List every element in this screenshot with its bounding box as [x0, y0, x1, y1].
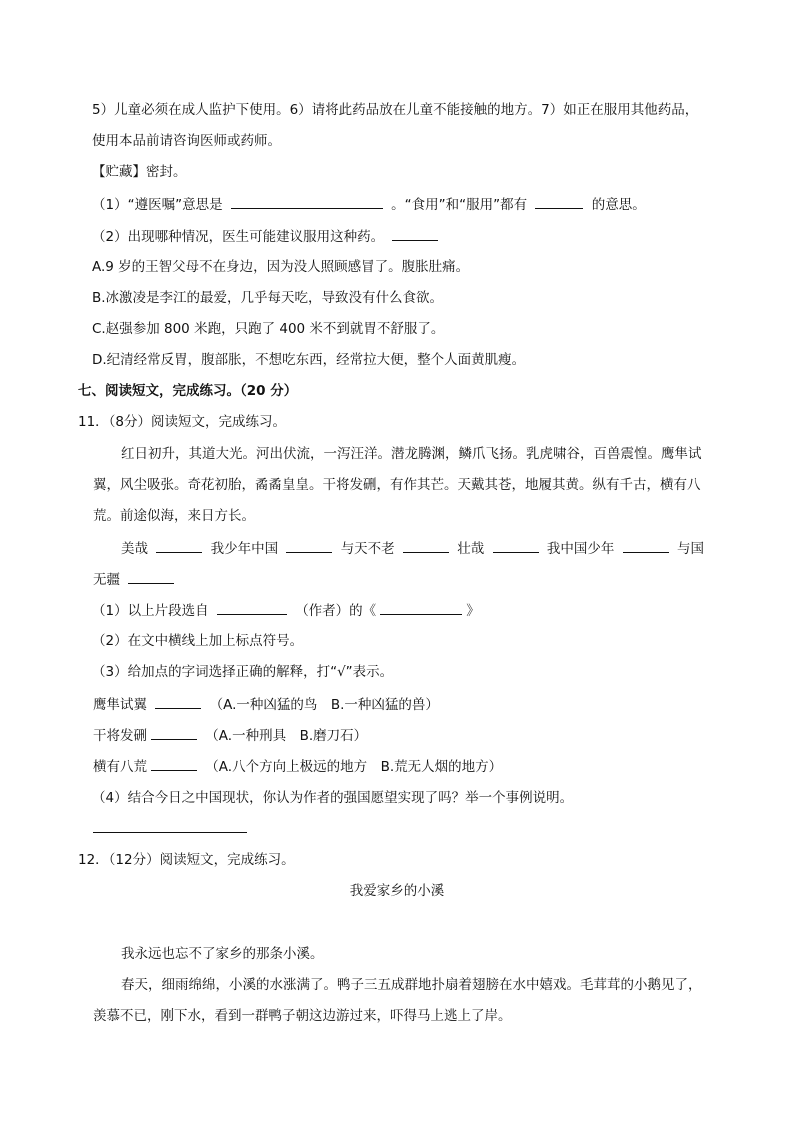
option-d: D.纪清经常反胃，腹部胀，不想吃东西，经常拉大便，整个人面黄肌瘦。 [92, 352, 526, 368]
question-1-part-a: （1）“遵医嘱”意思是 [92, 197, 223, 213]
question-2-text: （2）出现哪种情况，医生可能建议服用这种药。 [92, 229, 385, 245]
sub-question-2: （2）在文中横线上加上标点符号。 [92, 633, 304, 649]
answer-blank[interactable] [493, 538, 539, 553]
question-1-part-c: 的意思。 [591, 197, 646, 213]
fill-word: 我少年中国 [210, 541, 279, 557]
answer-blank[interactable] [403, 538, 449, 553]
answer-blank[interactable] [155, 694, 201, 709]
question-1 [92, 194, 646, 215]
word-choice-options: （A.一种凶猛的鸟 B.一种凶猛的兽） [209, 697, 439, 713]
passage-line: 羡慕不已，刚下水，看到一群鸭子朝这边游过来，吓得马上逃上了岸。 [93, 1008, 512, 1024]
fill-word: 无疆 [93, 572, 120, 588]
passage-line: 翼，风尘吸张。奇花初胎，矞矞皇皇。干将发硎，有作其芒。天戴其苍，地履其黄。纵有千古，横有八 [93, 477, 701, 493]
option-a: A.9 岁的王智父母不在身边，因为没人照顾感冒了。腹胀肚痛。 [92, 259, 470, 275]
answer-blank[interactable] [128, 569, 174, 584]
text-line: 5）儿童必须在成人监护下使用。6）请将此药品放在儿童不能接触的地方。7）如正在服用其他药品， [92, 102, 699, 118]
passage-title: 我爱家乡的小溪 [349, 883, 445, 899]
question-11-heading: 11．（8分）阅读短文，完成练习。 [78, 414, 287, 430]
sub-question-1-text: （1）以上片段选自 [92, 603, 209, 619]
sub-question-4: （4）结合今日之中国现状，你认为作者的强国愿望实现了吗？举一个事例说明。 [92, 790, 574, 806]
word-choice-word: 横有八荒 [93, 759, 147, 775]
passage-line: 春天，细雨绵绵，小溪的水涨满了。鸭子三五成群地扑扇着翅膀在水中嬉戏。毛茸茸的小鹅见了， [121, 977, 702, 993]
word-choice-2 [93, 725, 367, 746]
answer-blank[interactable] [151, 756, 197, 771]
option-b: B.冰激凌是李江的最爱，几乎每天吃，导致没有什么食欲。 [92, 290, 444, 306]
answer-blank[interactable] [623, 538, 669, 553]
sub-question-1-text: （作者）的《 [295, 603, 377, 619]
word-choice-3 [93, 756, 502, 777]
fill-word: 美哉 [121, 541, 148, 557]
answer-blank[interactable] [380, 600, 462, 615]
word-choice-1 [93, 694, 439, 715]
answer-blank[interactable] [217, 600, 287, 615]
section-heading: 七、阅读短文，完成练习。（20 分） [78, 383, 298, 399]
fill-word: 我中国少年 [546, 541, 615, 557]
passage-line: 荒。前途似海，来日方长。 [93, 508, 255, 524]
word-choice-options: （A.八个方向上极远的地方 B.荒无人烟的地方） [205, 759, 503, 775]
word-choice-options: （A.一种刑具 B.磨刀石） [205, 728, 368, 744]
answer-blank[interactable] [151, 725, 197, 740]
fill-word: 与天不老 [340, 541, 395, 557]
fill-word: 壮哉 [457, 541, 485, 557]
sub-question-1 [92, 600, 480, 621]
sub-question-1-text: 》 [466, 603, 480, 619]
question-1-part-b: 。“食用”和“服用”都有 [391, 197, 528, 213]
punctuation-fill [121, 538, 704, 559]
answer-blank[interactable] [392, 226, 438, 241]
answer-blank[interactable] [156, 538, 202, 553]
punctuation-fill-cont [93, 569, 178, 590]
storage-note: 【贮藏】密封。 [92, 164, 187, 180]
answer-blank[interactable] [535, 194, 583, 209]
sub-question-3: （3）给加点的字词选择正确的解释，打“√”表示。 [92, 664, 394, 680]
answer-blank[interactable] [231, 194, 383, 209]
question-2 [92, 226, 442, 247]
word-choice-word: 干将发硎 [93, 728, 147, 744]
passage-line: 红日初升，其道大光。河出伏流，一泻汪洋。潜龙腾渊，鳞爪飞扬。乳虎啸谷，百兽震惶。鹰隼试 [121, 446, 702, 462]
fill-word: 与国 [676, 541, 704, 557]
option-c: C.赵强参加 800 米跑，只跑了 400 米不到就胃不舒服了。 [92, 321, 445, 337]
question-12-heading: 12．（12分）阅读短文，完成练习。 [78, 852, 295, 868]
word-choice-word: 鹰隼试翼 [93, 697, 147, 713]
answer-line[interactable] [93, 832, 247, 833]
passage-line: 我永远也忘不了家乡的那条小溪。 [121, 946, 324, 962]
answer-blank[interactable] [286, 538, 332, 553]
text-line: 使用本品前请咨询医师或药师。 [92, 133, 281, 149]
